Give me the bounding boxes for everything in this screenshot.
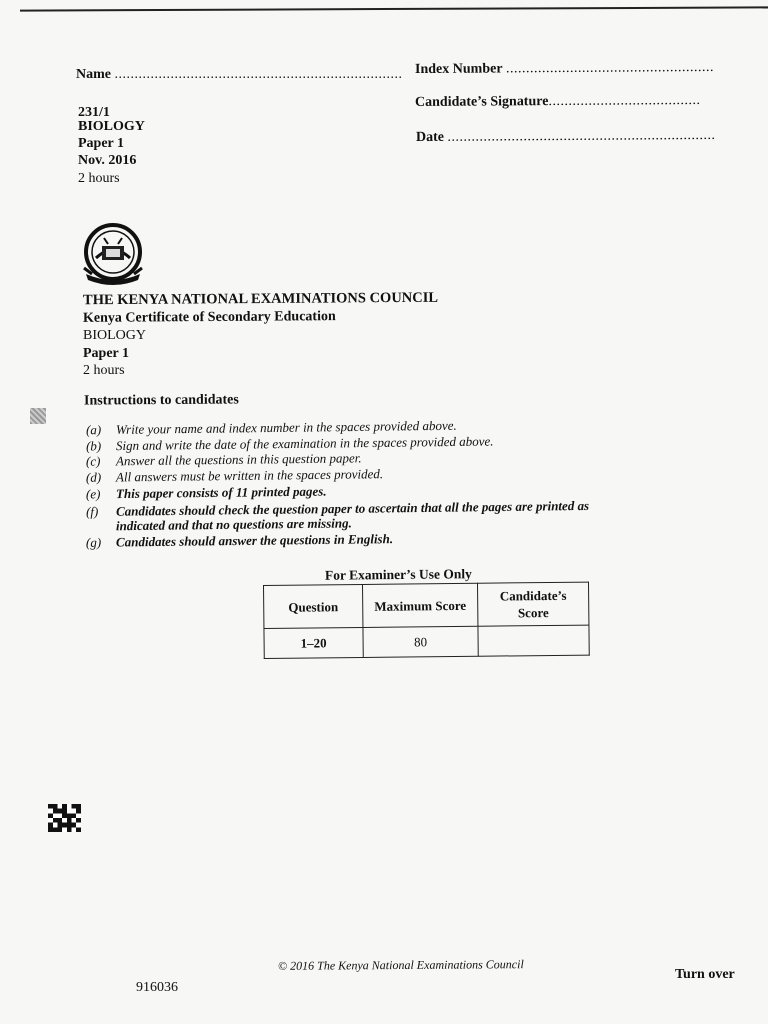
cell-candidate-score[interactable] [478,625,589,656]
instruction-label: (e) [85,486,101,502]
instruction-text: Candidates should answer the questions in English. [115,531,394,550]
signature-label: Candidate’s Signature [414,94,549,110]
scan-mark [30,408,46,424]
council-subject: BIOLOGY [83,328,146,343]
instructions-heading: Instructions to candidates [83,392,239,409]
instruction-text: All answers must be written in the spaces provided. [115,466,384,485]
council-duration: 2 hours [83,363,125,378]
date-label: Date [415,129,445,146]
header-maximum-score: Maximum Score [362,583,477,627]
cell-maximum-score: 80 [363,626,478,657]
instruction-item [86,466,383,486]
index-dots: .................................................... [505,59,715,77]
index-number-field [415,59,714,78]
date-field [416,127,716,146]
instruction-text: Candidates should check the question paper to ascertain that all the pages are printed as [115,497,590,519]
instruction-text: This paper consists of 11 printed pages. [115,483,327,502]
instruction-text: Answer all the questions in this question paper. [115,450,362,469]
name-dots: ........................................................................ [114,67,403,82]
instruction-item [86,484,327,503]
signature-field [415,92,701,111]
qr-code-icon [47,804,82,832]
council-title: THE KENYA NATIONAL EXAMINATIONS COUNCIL [82,289,439,309]
top-rule [20,6,768,11]
header-subject: BIOLOGY [78,119,145,134]
copyright-notice: © 2016 The Kenya National Examinations Council [277,957,524,973]
signature-dots: ...................................... [548,93,701,110]
instruction-label: (c) [85,453,101,469]
date-dots: ................................................................... [447,127,716,145]
cell-question-range: 1–20 [264,627,363,658]
council-paper: Paper 1 [83,346,130,361]
instruction-text: Sign and write the date of the examination in the spaces provided above. [115,433,494,454]
certificate-name: Kenya Certificate of Secondary Education [82,309,336,326]
header-question: Question [264,584,363,628]
table-row [264,625,589,658]
table-header-row [264,582,589,628]
instruction-label: (f) [85,503,99,520]
instruction-text: indicated and that no questions are missing. [115,515,352,534]
index-label: Index Number [414,61,503,78]
turn-over-note: Turn over [675,967,735,982]
instruction-text: Write your name and index number in the spaces provided above. [115,417,457,437]
instruction-label: (d) [85,469,102,485]
examiner-caption: For Examiner’s Use Only [324,566,472,583]
header-session: Nov. 2016 [78,153,137,168]
name-field [76,66,403,83]
header-paper: Paper 1 [78,136,125,151]
paper-code: 231/1 [78,105,110,120]
examiner-score-table [263,582,590,659]
header-candidate-score: Candidate’s Score [477,582,588,626]
paper-serial-code: 916036 [136,980,178,995]
instruction-label: (a) [85,422,102,438]
instruction-label: (g) [85,534,102,550]
name-label: Name [76,67,111,82]
header-duration: 2 hours [78,171,120,186]
coat-of-arms-logo [78,222,148,288]
instruction-item [86,531,393,551]
instruction-label: (b) [85,438,102,454]
